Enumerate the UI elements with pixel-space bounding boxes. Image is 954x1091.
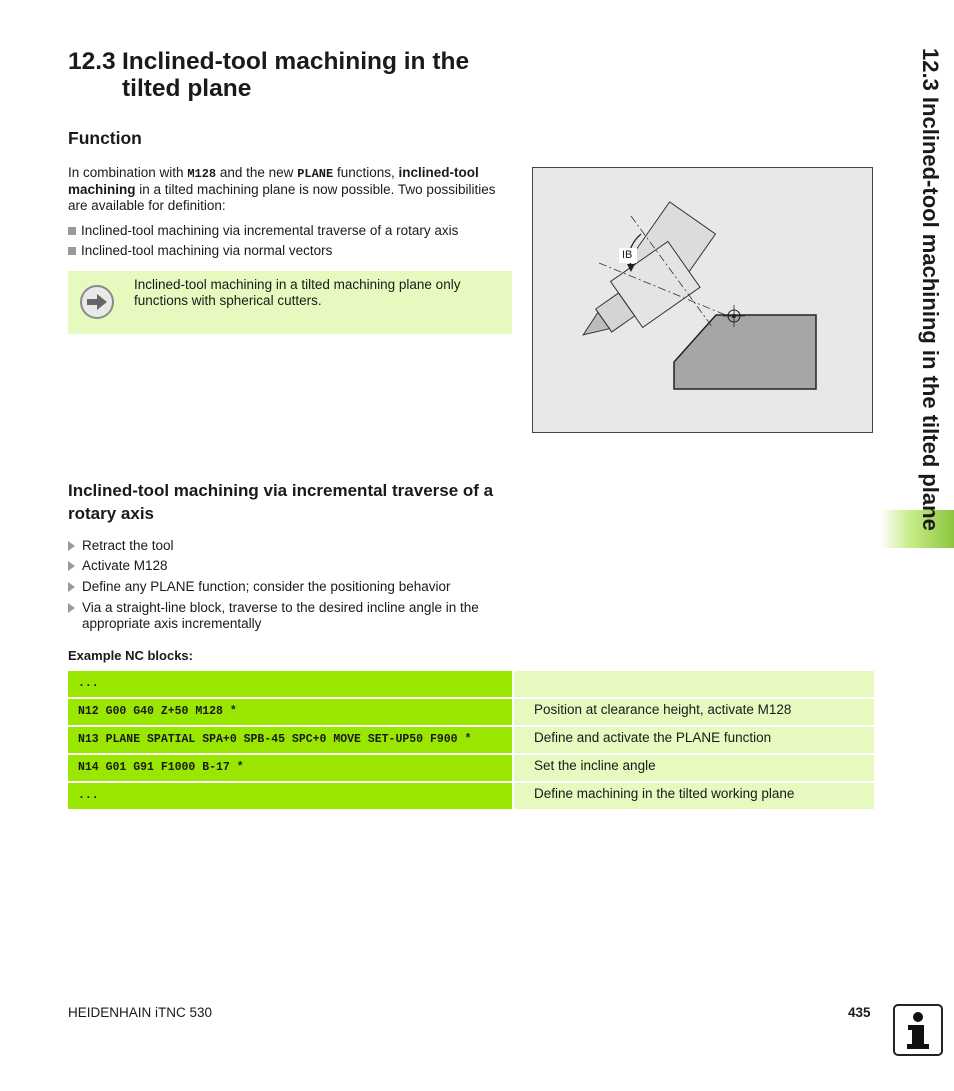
nc-code: N14 G01 G91 F1000 B-17 * — [68, 755, 512, 781]
list-item — [68, 600, 513, 632]
example-label: Example NC blocks: — [68, 648, 193, 663]
table-row — [68, 783, 874, 809]
page-number: 435 — [848, 1005, 871, 1020]
table-row — [68, 755, 874, 781]
list-item — [68, 243, 513, 259]
function-heading: Function — [68, 128, 142, 148]
title-line-2: tilted plane — [122, 75, 252, 102]
side-tab-text: 12.3 Inclined-tool machining in the tilted plane — [918, 48, 943, 531]
list-item — [68, 558, 513, 574]
nc-description: Set the incline angle — [514, 755, 874, 781]
section-number: 12.3 — [68, 48, 116, 75]
option-text: Inclined-tool machining via normal vectors — [81, 243, 333, 258]
page-title — [68, 48, 528, 102]
triangle-bullet-icon — [68, 561, 75, 571]
table-row — [68, 699, 874, 725]
nc-description: Define and activate the PLANE function — [514, 727, 874, 753]
step-text: Activate M128 — [82, 558, 168, 573]
triangle-bullet-icon — [68, 582, 75, 592]
option-text: Inclined-tool machining via incremental traverse of a rotary axis — [81, 223, 459, 238]
inclined-tool-figure — [532, 167, 873, 433]
intro-bold: inclined-tool machining — [68, 165, 479, 197]
section-heading: Inclined-tool machining via incremental traverse of a rotary axis — [68, 481, 494, 523]
footer-product: HEIDENHAIN iTNC 530 — [68, 1005, 213, 1020]
intro-text-4: in a tilted machining plane is now possible. Two possibilities are available for definition: — [68, 182, 496, 213]
title-line-1: Inclined-tool machining in the — [122, 48, 470, 75]
arrow-right-icon — [80, 285, 114, 319]
nc-description: Define machining in the tilted working plane — [514, 783, 874, 809]
intro-text-3: functions, — [333, 165, 399, 180]
nc-code: N12 G00 G40 Z+50 M128 * — [68, 699, 512, 725]
intro-text-2: and the new — [216, 165, 298, 180]
triangle-bullet-icon — [68, 541, 75, 551]
intro-code-m128: M128 — [187, 167, 217, 181]
intro-code-plane: PLANE — [297, 167, 334, 181]
info-icon — [893, 1004, 943, 1056]
side-tab — [895, 48, 945, 648]
intro-text-1: In combination with — [68, 165, 188, 180]
intro-paragraph — [68, 165, 513, 214]
note-box — [68, 271, 512, 334]
step-text: Via a straight-line block, traverse to the desired incline angle in the appropriate axis incrementally — [82, 600, 479, 631]
table-row — [68, 671, 874, 697]
nc-code: N13 PLANE SPATIAL SPA+0 SPB-45 SPC+0 MOVE SET-UP50 F900 * — [68, 727, 512, 753]
nc-description: Position at clearance height, activate M128 — [514, 699, 874, 725]
bullet-square-icon — [68, 247, 76, 255]
note-text: Inclined-tool machining in a tilted machining plane only functions with spherical cutters. — [134, 277, 461, 308]
list-item — [68, 223, 513, 239]
nc-description — [514, 671, 874, 697]
bullet-square-icon — [68, 227, 76, 235]
nc-code: ... — [68, 671, 512, 697]
triangle-bullet-icon — [68, 603, 75, 613]
list-item — [68, 538, 513, 554]
nc-block-table — [68, 671, 874, 811]
nc-code: ... — [68, 783, 512, 809]
angle-label: IB — [622, 249, 633, 261]
table-row — [68, 727, 874, 753]
step-text: Define any PLANE function; consider the positioning behavior — [82, 579, 451, 594]
step-text: Retract the tool — [82, 538, 174, 553]
list-item — [68, 579, 513, 595]
